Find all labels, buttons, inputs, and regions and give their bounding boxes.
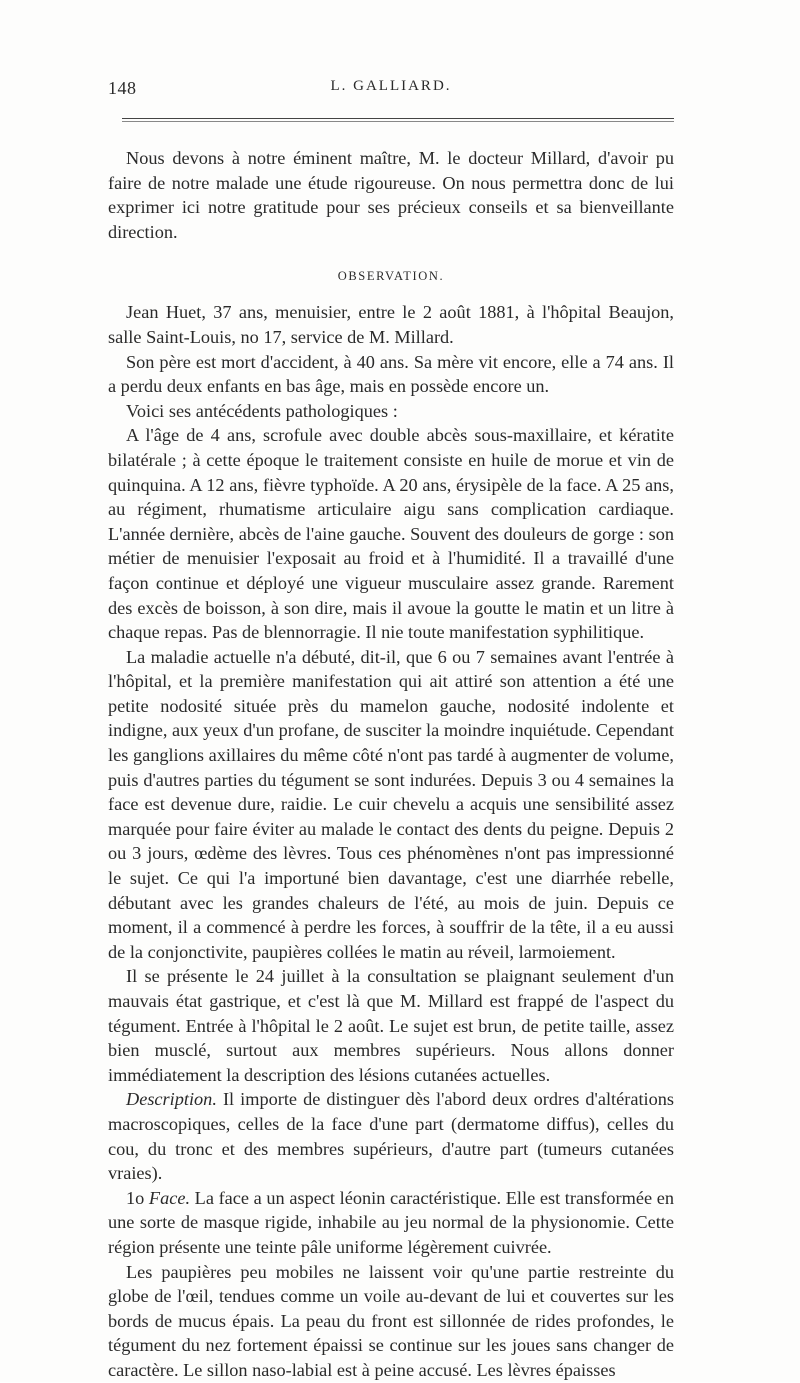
page-body [108, 146, 674, 1383]
page-number: 148 [108, 78, 137, 98]
paragraph-description [108, 1087, 674, 1185]
paragraph-current-illness: La maladie actuelle n'a débuté, dit-il, que 6 ou 7 semaines avant l'entrée à l'hôpital, et la première manifestation qui ait attiré son attention a été une petite nodosité située près du mamelon gauche, nodosité indolente et indigne, aux yeux d'un profane, de susciter la moindre inquiétude. Cependant les ganglions axillaires du même côté n'ont pas tardé à augmenter de volume, puis d'autres parties du tégument se sont indurées. Depuis 3 ou 4 semaines la face est devenue dure, raidie. Le cuir chevelu a acquis une sensibilité assez marquée pour faire éviter au malade le contact des dents du peigne. Depuis 2 ou 3 jours, œdème des lèvres. Tous ces phénomènes n'ont pas impressionné le sujet. Ce qui l'a importuné bien davantage, c'est une diarrhée rebelle, débutant avec les grandes chaleurs de l'été, au mois de juin. Depuis ce moment, il a commencé à perdre les forces, à souffrir de la tête, il a eu aussi de la conjonctivite, paupières collées le matin au réveil, larmoiement. [108, 646, 674, 962]
paragraph-family-history: Son père est mort d'accident, à 40 ans. Sa mère vit encore, elle a 74 ans. Il a perdu deux enfants en bas âge, mais en possède encore un. [108, 351, 674, 397]
description-label: Description. [126, 1089, 217, 1110]
face-text: La face a un aspect léonin caractéristique. Elle est transformée en une sorte de masque rigide, inhabile au jeu normal de la physionomie. Cette région présente une teinte pâle uniforme légèrement cuivrée. [108, 1187, 674, 1257]
header-rule [122, 118, 674, 119]
paragraph-consultation: Il se présente le 24 juillet à la consultation se plaignant seulement d'un mauvais état gastrique, et c'est là que M. Millard est frappé de l'aspect du tégument. Entrée à l'hôpital le 2 août. Le sujet est brun, de petite taille, assez bien musclé, surtout aux membres supérieurs. Nous allons donner immédiatement la description des lésions cutanées actuelles. [108, 966, 674, 1085]
header-rule-secondary [122, 121, 674, 122]
paragraph-eyelids: Les paupières peu mobiles ne laissent voir qu'une partie restreinte du globe de l'œil, tendues comme un voile au-devant de lui et couvertes sur les bords de mucus épais. La peau du front est sillonnée de rides profondes, le tégument du nez fortement épaissi se continue sur les joues sans changer de caractère. Le sillon naso-labial est à peine accusé. Les lèvres épaisses [108, 1261, 674, 1380]
description-text: Il importe de distinguer dès l'abord deux ordres d'altérations macroscopiques, celles de la face d'une part (dermatome diffus), celles du cou, du tronc et des membres supérieurs, d'autre part (tumeurs cutanées vraies). [108, 1089, 674, 1184]
face-number: 1o [126, 1187, 149, 1208]
section-title: OBSERVATION. [337, 269, 445, 284]
running-head-author: L. GALLIARD. [330, 78, 452, 94]
paragraph-face [108, 1186, 674, 1260]
face-label: Face. [148, 1187, 191, 1208]
paragraph-admission: Jean Huet, 37 ans, menuisier, entre le 2 août 1881, à l'hôpital Beaujon, salle Saint-Louis, no 17, service de M. Millard. [108, 302, 674, 347]
paragraph-antecedents-intro: Voici ses antécédents pathologiques : [126, 400, 398, 421]
paragraph-antecedents: A l'âge de 4 ans, scrofule avec double abcès sous-maxillaire, et kératite bilatérale ; à cette époque le traitement consiste en huile de morue et vin de quinquina. A 12 ans, fièvre typhoïde. A 20 ans, érysipèle de la face. A 25 ans, au régiment, rhumatisme articulaire aigu sans complication cardiaque. L'année dernière, abcès de l'aine gauche. Souvent des douleurs de gorge : son métier de menuisier l'exposait au froid et à l'humidité. Il a travaillé d'une façon continue et déployé une vigueur musculaire assez grande. Rarement des excès de boisson, à son dire, mais il avoue la goutte le matin et un litre à chaque repas. Pas de blennorragie. Il nie toute manifestation syphilitique. [108, 425, 674, 643]
running-head [108, 78, 674, 106]
intro-paragraph: Nous devons à notre éminent maître, M. le docteur Millard, d'avoir pu faire de notre malade une étude rigoureuse. On nous permettra donc de lui exprimer ici notre gratitude pour ses précieux conseils et sa bienveillante direction. [108, 148, 674, 242]
